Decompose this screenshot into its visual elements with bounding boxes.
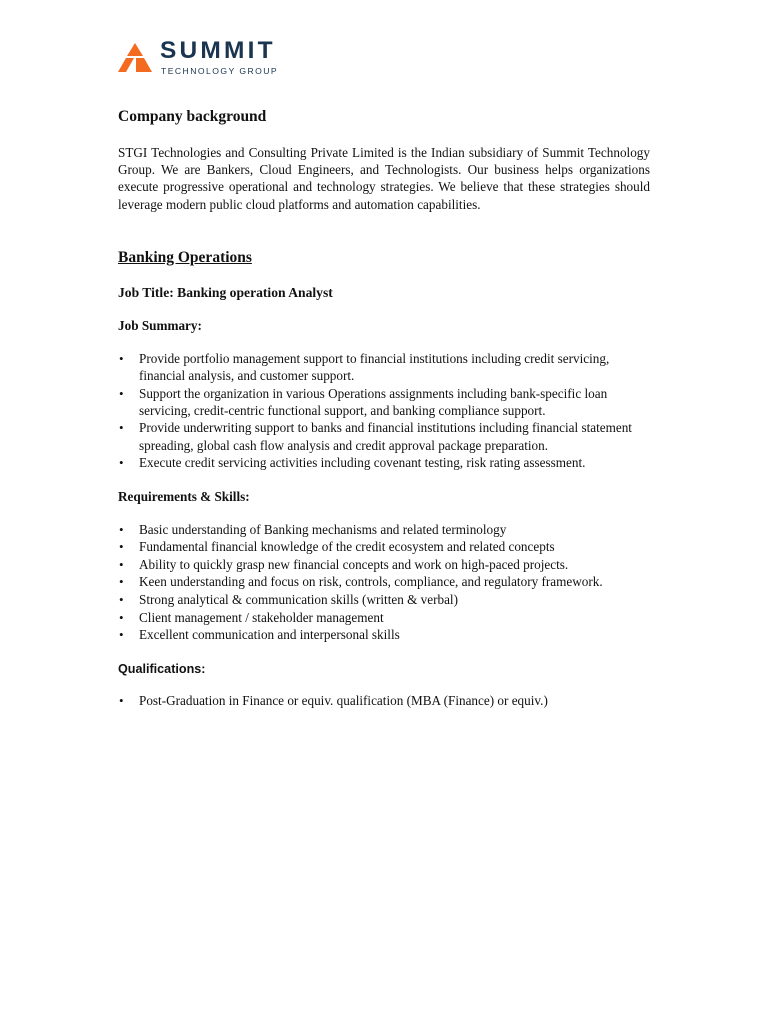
document-body bbox=[118, 108, 650, 709]
logo-wordmark: SUMMIT bbox=[160, 37, 276, 64]
company-logo bbox=[118, 37, 298, 80]
bullet-icon: • bbox=[119, 556, 124, 572]
bullet-icon: • bbox=[119, 627, 124, 643]
list-item: • Fundamental financial knowledge of the credit ecosystem and related concepts bbox=[119, 539, 555, 555]
bullet-icon: • bbox=[119, 592, 124, 608]
bullet-icon: • bbox=[119, 455, 124, 471]
logo-tagline: TECHNOLOGY GROUP bbox=[161, 66, 279, 76]
qualifications-heading: Qualifications: bbox=[118, 661, 206, 676]
list-item: • Provide underwriting support to banks and financial institutions including financial statement spreading, global cash flow analysis and credit approval package preparation. bbox=[119, 420, 632, 453]
bullet-icon: • bbox=[119, 350, 124, 366]
bullet-icon: • bbox=[119, 420, 124, 436]
list-item: • Client management / stakeholder management bbox=[119, 609, 384, 625]
list-item: • Strong analytical & communication skills (written & verbal) bbox=[119, 592, 458, 608]
bullet-icon: • bbox=[119, 539, 124, 555]
list-item: • Keen understanding and focus on risk, controls, compliance, and regulatory framework. bbox=[119, 574, 603, 590]
qualifications-list bbox=[118, 692, 650, 709]
list-item: • Basic understanding of Banking mechanisms and related terminology bbox=[119, 521, 507, 537]
company-background-heading: Company background bbox=[118, 108, 267, 125]
bullet-icon: • bbox=[119, 521, 124, 537]
list-item: • Support the organization in various Operations assignments including bank-specific loan servicing, credit-centric functional support, and banking compliance support. bbox=[119, 385, 608, 419]
requirements-list bbox=[118, 521, 650, 644]
job-summary-list bbox=[118, 350, 650, 472]
bullet-icon: • bbox=[119, 385, 124, 401]
company-background-paragraph: STGI Technologies and Consulting Private Limited is the Indian subsidiary of Summit Technology Group. We are Bankers, Cloud Engineers, and Technologists. Our business helps organizations execute progressive operational and technology strategies. We believe that these strategies should leverage modern public cloud platforms and automation capabilities. bbox=[118, 145, 650, 212]
list-item: • Provide portfolio management support to financial institutions including credit servicing, financial analysis, and customer support. bbox=[119, 350, 610, 384]
bullet-icon: • bbox=[119, 609, 124, 625]
list-item: • Excellent communication and interpersonal skills bbox=[119, 627, 400, 643]
list-item: • Post-Graduation in Finance or equiv. qualification (MBA (Finance) or equiv.) bbox=[119, 692, 548, 708]
section-heading: Banking Operations bbox=[118, 248, 252, 266]
list-item: • Ability to quickly grasp new financial concepts and work on high-paced projects. bbox=[119, 556, 569, 572]
requirements-heading: Requirements & Skills: bbox=[118, 488, 250, 504]
bullet-icon: • bbox=[119, 692, 124, 708]
job-title: Job Title: Banking operation Analyst bbox=[118, 284, 333, 300]
bullet-icon: • bbox=[119, 574, 124, 590]
job-summary-heading: Job Summary: bbox=[118, 317, 202, 333]
summit-triangle-logo-icon bbox=[118, 42, 152, 76]
list-item: • Execute credit servicing activities including covenant testing, risk rating assessment. bbox=[119, 455, 586, 471]
